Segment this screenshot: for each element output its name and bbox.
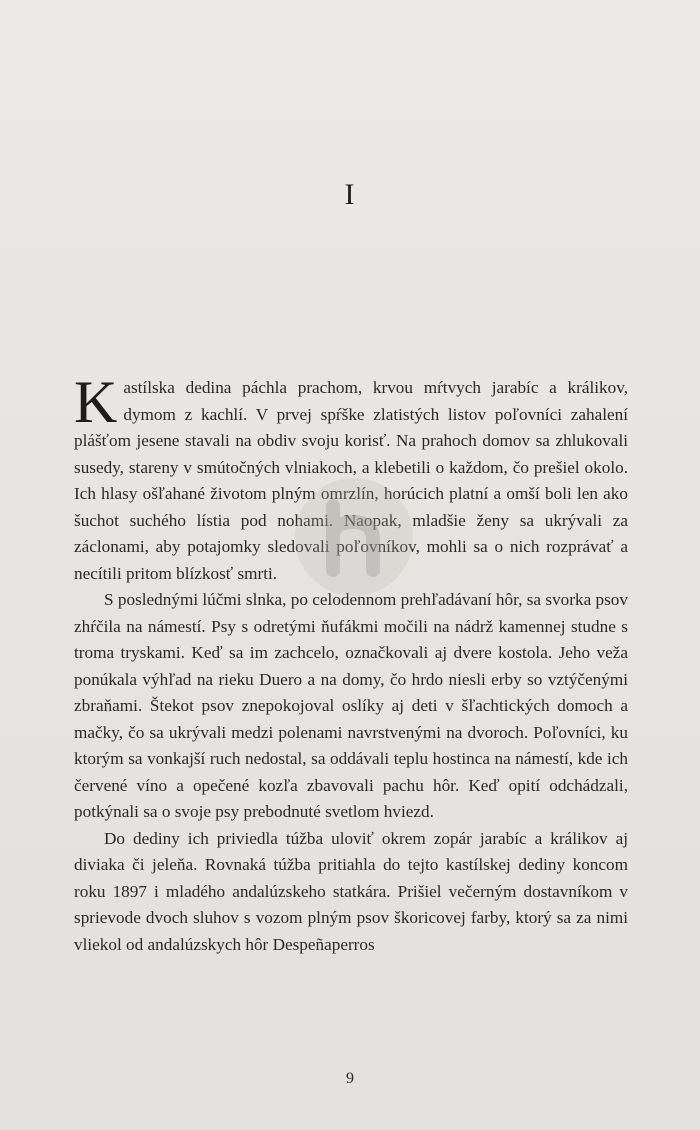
- paragraph-1: [74, 369, 628, 587]
- drop-cap: K: [74, 369, 118, 435]
- paragraph-2: S poslednými lúčmi slnka, po celodennom prehľadávaní hôr, sa svorka psov zhŕčila na námestí. Psy s odretými ňufákmi močili na nádrž kamennej studne s troma tryskami. Keď sa im zachcelo, označkovali aj dvere kostola. Jeho veža ponúkala výhľad na rieku Duero a na domy, čo hrdo niesli erby so vztýčenými zbraňami. Štekot psov znepokojoval oslíky aj deti v šľachtických domoch a mačky, čo sa ukrývali medzi polenami navrstvenými na dvoroch. Poľovníci, ku ktorým sa vonkajší ruch nedostal, sa oddávali teplu hostinca na námestí, kde ich červené víno a opečené kozľa zbavovali pachu hôr. Keď opití odchádzali, potkýnali sa o svoje psy prebodnuté svetlom hviezd.: [74, 590, 628, 821]
- paragraph-3: Do dediny ich priviedla túžba uloviť okrem zopár jarabíc a králikov aj diviaka či jeleňa. Rovnaká túžba pritiahla do tejto kastílskej dediny koncom roku 1897 i mladého andalúzskeho statkára. Prišiel večerným dostavníkom v sprievode dvoch sluhov s vozom plným psov škoricovej farby, ktorý sa za nimi vliekol od andalúzskych hôr Despeñaperros: [74, 828, 628, 954]
- body-text: [74, 369, 628, 958]
- page-number: 9: [346, 1070, 354, 1087]
- chapter-number: I: [344, 178, 356, 211]
- paragraph-1-text: astílska dedina páchla prachom, krvou mŕtvych jarabíc a králikov, dymom z kachlí. V prvej spŕške zlatistých listov poľovníci zahalení plášťom jesene stavali na obdiv svoju korisť. Na prahoch domov sa zhlukovali susedy, stareny v smútočných vlniakoch, a klebetili o každom, čo prešiel okolo. Ich hlasy ošľahané životom plným omrzlín, horúcich platní a omší boli len ako šuchot suchého lístia pod nohami. Naopak, mladšie ženy sa ukrývali za záclonami, aby potajomky sledovali poľovníkov, mohli sa o nich rozprávať a necítili pritom blízkosť smrti.: [74, 378, 628, 583]
